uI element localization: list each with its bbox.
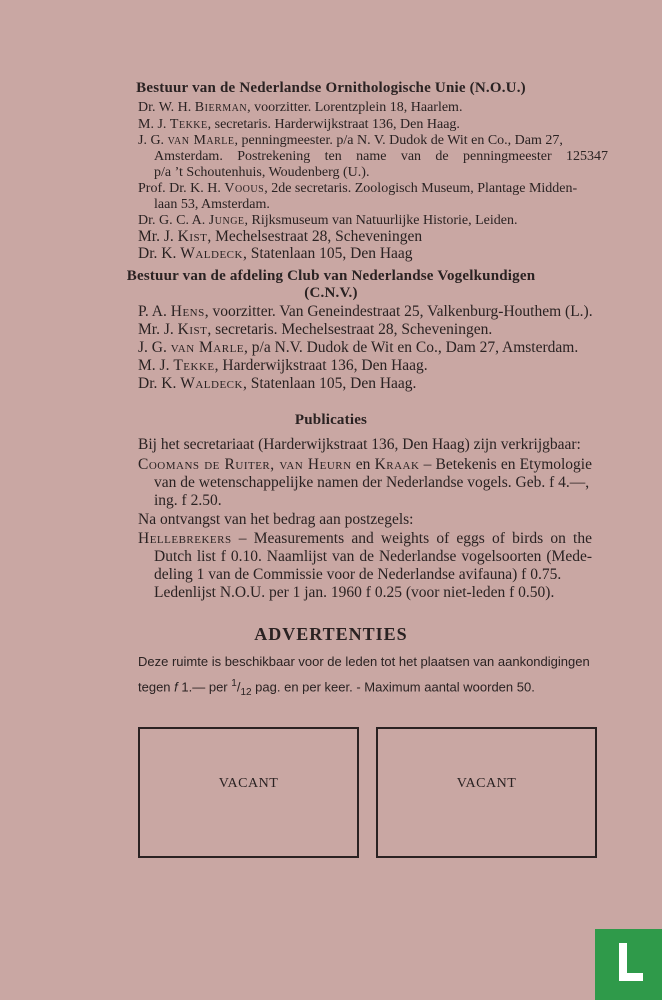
publicatie-1-line-2: van de wetenschappelijke namen der Nederlandse vogels. Geb. f 4.—, xyxy=(154,474,590,491)
vacant-box-left xyxy=(138,727,359,858)
vacant-label-left: VACANT xyxy=(218,776,279,791)
cnv-heading-abbr: (C.N.V.) xyxy=(304,285,358,301)
cnv-line-1: P. A. Hens, voorzitter. Van Geneindestraat 25, Valkenburg-Houthem (L.). xyxy=(138,303,593,320)
nou-line-6: Prof. Dr. K. H. Voous, 2de secretaris. Zoologisch Museum, Plantage Midden- xyxy=(138,181,578,196)
cnv-line-2: Mr. J. Kist, secretaris. Mechelsestraat 28, Scheveningen. xyxy=(138,321,493,338)
publicatie-2-line-3: deling 1 van de Commissie voor de Nederlandse avifauna) f 0.75. xyxy=(154,566,562,583)
publicatie-2-line-2: Dutch list f 0.10. Naamlijst van de Nederlandse vogelsoorten (Mede- xyxy=(154,548,592,565)
cnv-line-3: J. G. van Marle, p/a N.V. Dudok de Wit en Co., Dam 27, Amsterdam. xyxy=(138,339,579,356)
nou-line-1: Dr. W. H. Bierman, voorzitter. Lorentzplein 18, Haarlem. xyxy=(138,100,463,115)
publicatie-1-line-1: Coomans de Ruiter, van Heurn en Kraak – Betekenis en Etymologie xyxy=(138,456,592,473)
advertenties-line-2: tegen f 1.— per $^1/_{12}$ pag. en per keer. - Maximum aantal woorden 50. xyxy=(138,678,535,698)
publicaties-intro: Bij het secretariaat (Harderwijkstraat 136, Den Haag) zijn verkrijgbaar: xyxy=(138,436,581,453)
nou-line-5: p/a ’t Schoutenhuis, Woudenberg (U.). xyxy=(154,165,370,180)
vacant-label-right: VACANT xyxy=(456,776,517,791)
cnv-line-4: M. J. Tekke, Harderwijkstraat 136, Den Haag. xyxy=(138,357,428,374)
nou-line-10: Dr. K. Waldeck, Statenlaan 105, Den Haag xyxy=(138,245,413,262)
postzegels-line: Na ontvangst van het bedrag aan postzegels: xyxy=(138,511,414,528)
cnv-heading: Bestuur van de afdeling Club van Nederlandse Vogelkundigen xyxy=(126,268,536,284)
advertenties-line-1: Deze ruimte is beschikbaar voor de leden tot het plaatsen van aankondigingen xyxy=(138,654,590,669)
publicatie-1-line-3: ing. f 2.50. xyxy=(154,492,222,509)
nou-line-8: Dr. G. C. A. Junge, Rijksmuseum van Natuurlijke Historie, Leiden. xyxy=(138,213,518,228)
publicatie-2-line-1: Hellebrekers – Measurements and weights of eggs of birds on the xyxy=(138,530,592,547)
cnv-line-5: Dr. K. Waldeck, Statenlaan 105, Den Haag. xyxy=(138,375,417,392)
nou-line-2: M. J. Tekke, secretaris. Harderwijkstraat 136, Den Haag. xyxy=(138,117,460,132)
nou-line-3: J. G. van Marle, penningmeester. p/a N. V. Dudok de Wit en Co., Dam 27, xyxy=(138,133,563,148)
vacant-box-right xyxy=(376,727,597,858)
nou-line-9: Mr. J. Kist, Mechelsestraat 28, Scheveningen xyxy=(138,228,423,245)
advertenties-heading: ADVERTENTIES xyxy=(254,624,408,644)
publicatie-2-line-4: Ledenlijst N.O.U. per 1 jan. 1960 f 0.25 (voor niet-leden f 0.50). xyxy=(154,584,555,601)
nou-line-7: laan 53, Amsterdam. xyxy=(154,197,270,212)
publicaties-heading: Publicaties xyxy=(294,412,368,428)
nou-line-4: Amsterdam. Postrekening ten name van de penningmeester 125347 xyxy=(154,149,608,164)
bookseller-logo-icon xyxy=(595,929,662,1000)
nou-heading: Bestuur van de Nederlandse Ornithologische Unie (N.O.U.) xyxy=(136,80,526,96)
